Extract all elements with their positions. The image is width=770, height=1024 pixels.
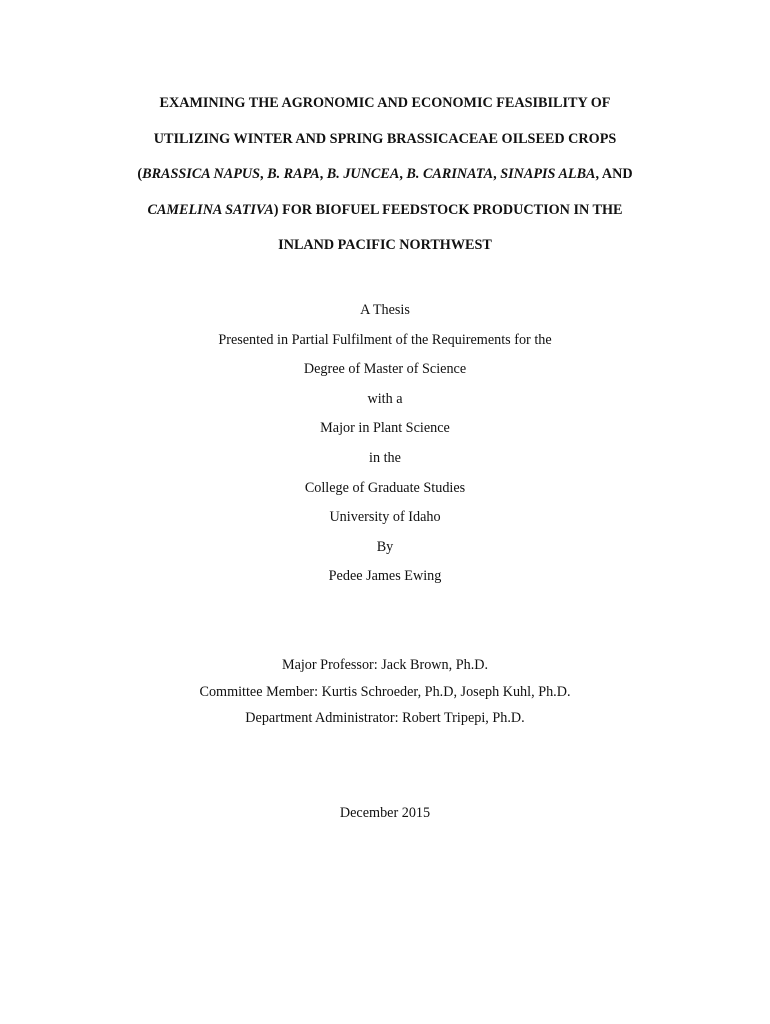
title-text: ( xyxy=(137,166,143,182)
title-text: , AND xyxy=(595,166,633,182)
major-professor: Major Professor: Jack Brown, Ph.D. xyxy=(281,657,489,673)
species-name: BRASSICA NAPUS xyxy=(142,166,261,182)
committee-members: Committee Member: Kurtis Schroeder, Ph.D, Joseph Kuhl, Ph.D. xyxy=(199,683,571,700)
title-text: , xyxy=(493,166,501,182)
title-line-2: UTILIZING WINTER AND SPRING BRASSICACEAE OILSEED CROPS xyxy=(153,130,617,147)
committee-list xyxy=(0,654,770,734)
title-line-5: INLAND PACIFIC NORTHWEST xyxy=(278,237,492,253)
university: University of Idaho xyxy=(329,509,441,526)
species-name: SINAPIS ALBA xyxy=(500,166,596,182)
thesis-info xyxy=(0,299,770,595)
thesis-type: A Thesis xyxy=(360,302,410,318)
author-name: Pedee James Ewing xyxy=(328,568,442,585)
submission-date: December 2015 xyxy=(339,805,431,821)
species-name: B. JUNCEA xyxy=(326,166,400,182)
title-text: ) FOR BIOFUEL FEEDSTOCK PRODUCTION IN THE xyxy=(273,201,623,218)
title-line-4 xyxy=(0,195,770,231)
species-name: CAMELINA SATIVA xyxy=(147,201,274,218)
department-administrator: Department Administrator: Robert Tripepi, Ph.D. xyxy=(245,710,525,726)
title-text: , xyxy=(260,166,268,182)
connector-text: By xyxy=(376,538,394,555)
title-text: , xyxy=(399,166,407,182)
title-line-3 xyxy=(0,159,770,195)
thesis-title xyxy=(0,88,770,266)
requirements-statement: Presented in Partial Fulfilment of the Requirements for the xyxy=(218,331,552,348)
title-line-1: EXAMINING THE AGRONOMIC AND ECONOMIC FEASIBILITY OF xyxy=(159,95,611,111)
title-text: , xyxy=(319,166,327,182)
degree: Degree of Master of Science xyxy=(303,361,467,378)
college: College of Graduate Studies xyxy=(304,479,466,496)
major: Major in Plant Science xyxy=(320,420,450,437)
connector-text: in the xyxy=(369,449,401,466)
species-name: B. RAPA xyxy=(267,166,320,182)
connector-text: with a xyxy=(367,390,403,407)
species-name: B. CARINATA xyxy=(406,166,494,182)
